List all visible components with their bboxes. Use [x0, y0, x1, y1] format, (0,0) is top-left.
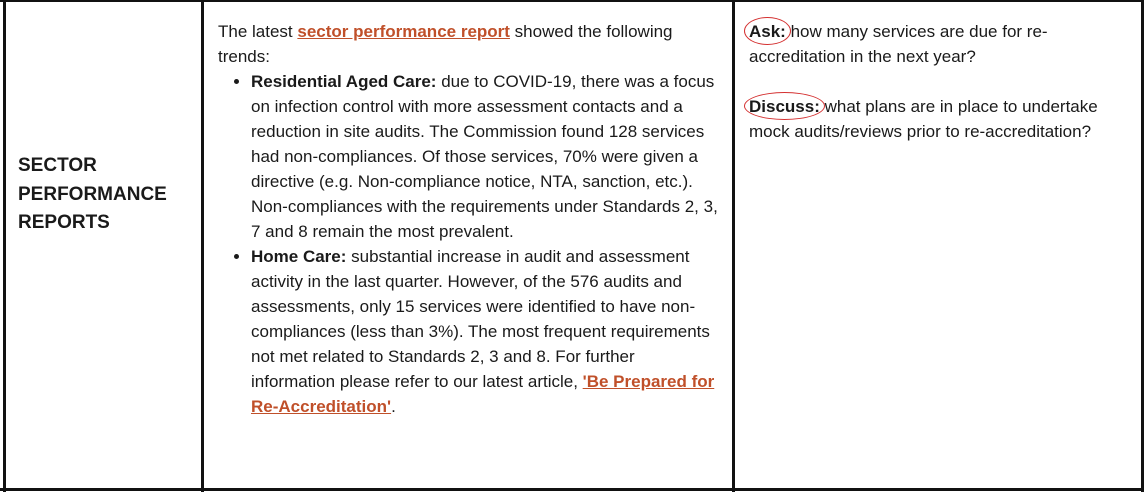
- heading-cell: [6, 0, 202, 488]
- bullet-text-home-care: substantial increase in audit and assessment activity in the last quarter. However, of the 576 audits and assessments, only 15 services were identified to have non-compliances (less than 3%). The most frequent requirements not met related to Standards 2, 3 and 8. For further information please refer to our latest article,: [251, 247, 710, 391]
- discuss-label: Discuss:: [749, 94, 820, 119]
- section-heading: SECTOR PERFORMANCE REPORTS: [18, 155, 167, 233]
- prompts-cell: [736, 0, 1144, 488]
- ask-label: Ask:: [749, 19, 786, 44]
- discuss-text: what plans are in place to undertake mock audits/reviews prior to re-accreditation?: [749, 97, 1098, 141]
- intro-text: The latest: [218, 22, 298, 41]
- details-cell: [205, 0, 733, 488]
- trends-list: [218, 69, 723, 419]
- intro-text-end: showed the following trends:: [218, 22, 673, 66]
- list-item: [251, 244, 723, 419]
- bullet-text-residential: due to COVID-19, there was a focus on infection control with more assessment contacts and a reduction in site audits. The Commission found 128 services had non-compliances. Of those services, 70% were given a directive (e.g. Non-compliance notice, NTA, sanction, etc.). Non-compliances with the requirements under Standards 2, 3, 7 and 8 remain the most prevalent.: [251, 72, 718, 241]
- bullet-label-residential: Residential Aged Care:: [251, 72, 437, 91]
- be-prepared-article-link[interactable]: 'Be Prepared for Re-Accreditation': [251, 372, 715, 416]
- discuss-prompt: [749, 94, 1109, 144]
- ask-prompt: [749, 19, 1109, 69]
- bullet-text-end: .: [391, 397, 396, 416]
- ask-text: how many services are due for re-accreditation in the next year?: [749, 22, 1048, 66]
- table-border-bottom: [0, 488, 1144, 491]
- intro-paragraph: [218, 19, 723, 69]
- sector-performance-report-link[interactable]: sector performance report: [297, 22, 510, 41]
- bullet-label-home-care: Home Care:: [251, 247, 347, 266]
- details-text: [218, 19, 723, 419]
- list-item: [251, 69, 723, 244]
